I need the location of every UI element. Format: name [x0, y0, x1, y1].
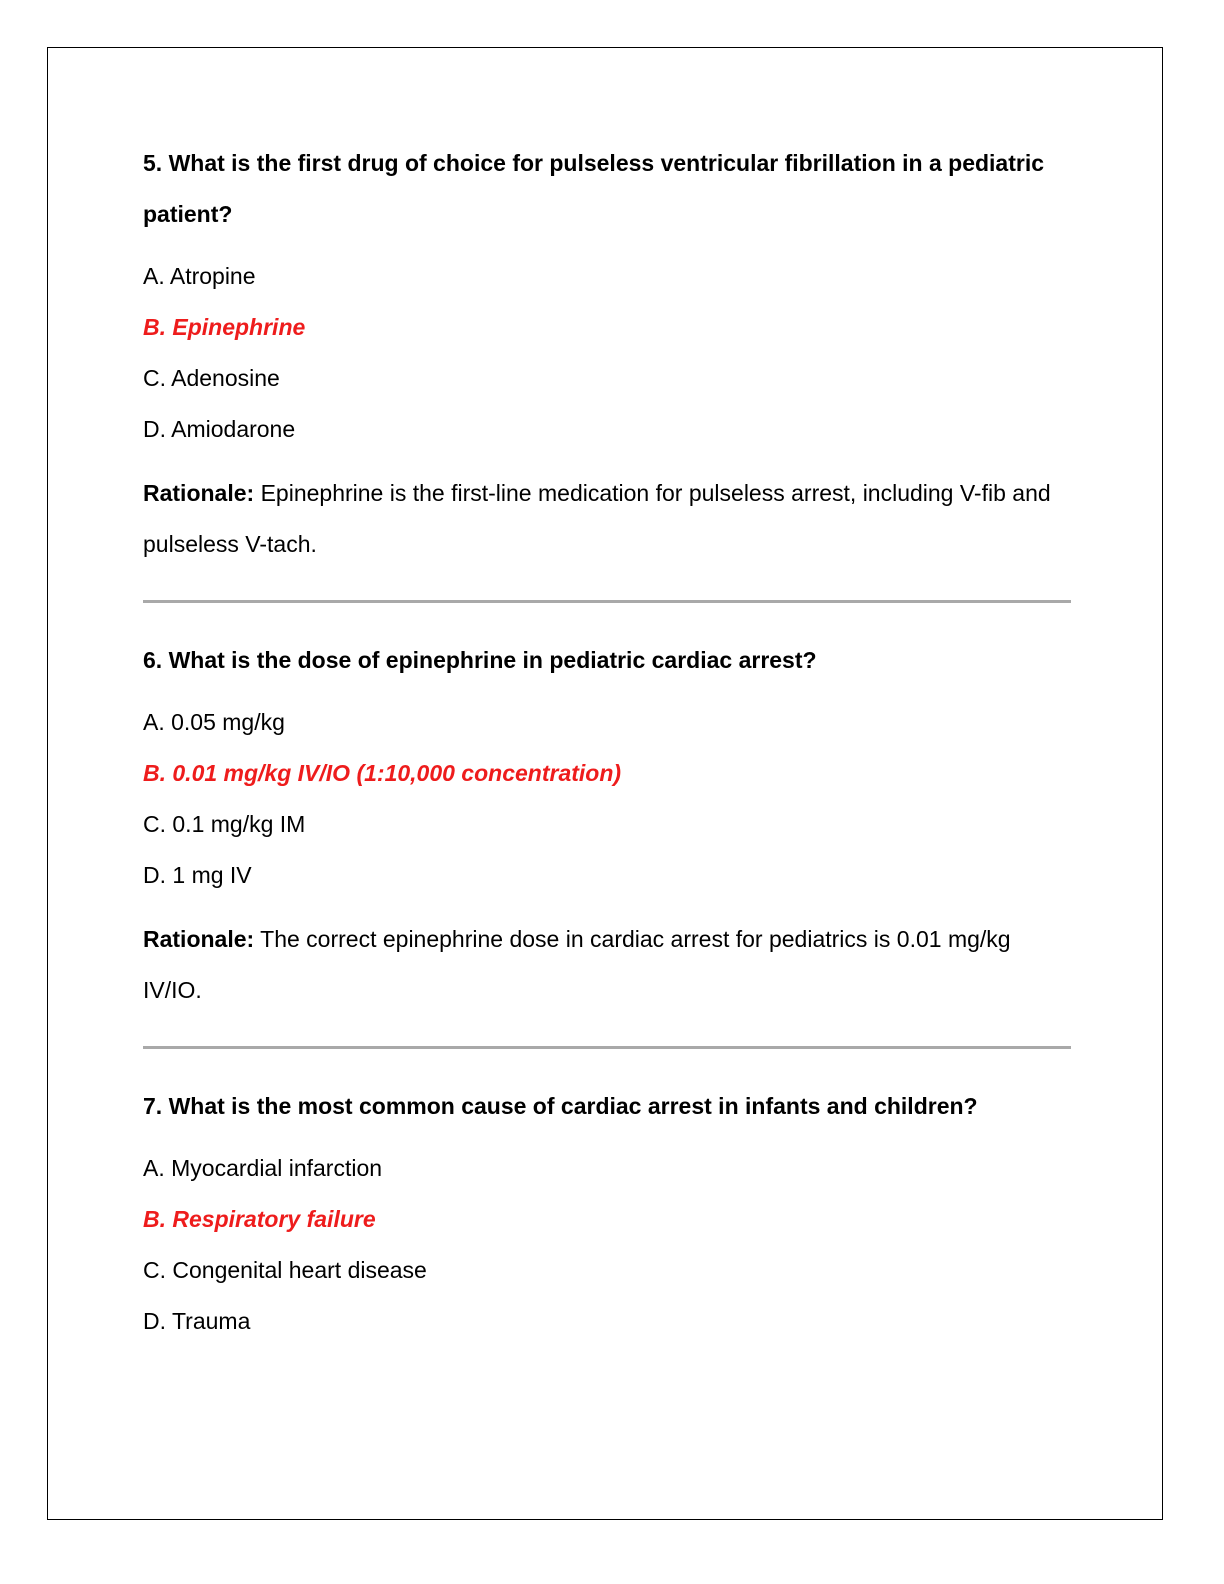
question-text: 5. What is the first drug of choice for pulseless ventricular fibrillation in a pediatric patient?: [143, 150, 1045, 227]
option-c: C. Congenital heart disease: [143, 1257, 427, 1283]
rationale: [143, 914, 1071, 1016]
section-divider: [143, 1046, 1071, 1049]
rationale-label: Rationale:: [143, 926, 255, 952]
rationale-text: Epinephrine is the first-line medication for pulseless arrest, including V-fib and pulseless V-tach.: [143, 480, 1051, 557]
question-block: [143, 1081, 1071, 1347]
rationale-text: The correct epinephrine dose in cardiac arrest for pediatrics is 0.01 mg/kg IV/IO.: [143, 926, 1011, 1003]
question-block: [143, 635, 1071, 1016]
option-b-correct: B. Epinephrine: [143, 314, 306, 340]
section-divider: [143, 600, 1071, 603]
option-a: A. 0.05 mg/kg: [143, 709, 285, 735]
question-text: 6. What is the dose of epinephrine in pediatric cardiac arrest?: [143, 647, 817, 673]
option-c: C. Adenosine: [143, 365, 280, 391]
rationale: [143, 468, 1071, 570]
option-d: D. 1 mg IV: [143, 862, 252, 888]
quiz-content: [143, 138, 1071, 1347]
option-a: A. Atropine: [143, 263, 256, 289]
option-d: D. Amiodarone: [143, 416, 296, 442]
option-c: C. 0.1 mg/kg IM: [143, 811, 306, 837]
option-a: A. Myocardial infarction: [143, 1155, 383, 1181]
option-b-correct: B. Respiratory failure: [143, 1206, 376, 1232]
rationale-label: Rationale:: [143, 480, 255, 506]
option-d: D. Trauma: [143, 1308, 251, 1334]
question-text: 7. What is the most common cause of cardiac arrest in infants and children?: [143, 1093, 978, 1119]
option-b-correct: B. 0.01 mg/kg IV/IO (1:10,000 concentration): [143, 760, 622, 786]
question-block: [143, 138, 1071, 570]
